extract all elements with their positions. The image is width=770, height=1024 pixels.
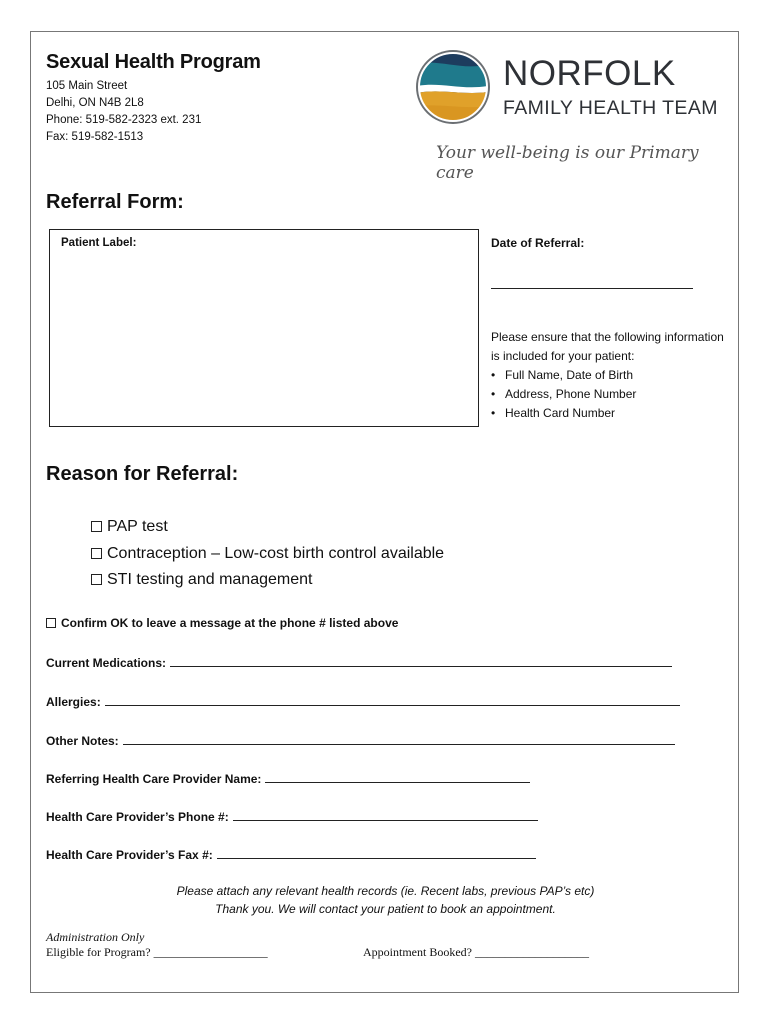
reason-option-label: STI testing and management (107, 571, 313, 588)
norfolk-logo-icon (413, 47, 493, 132)
field-line[interactable] (105, 704, 680, 706)
list-item-text: Address, Phone Number (505, 387, 637, 401)
reason-option-label: PAP test (107, 518, 168, 535)
field-label: Other Notes: (46, 734, 119, 748)
reason-option-pap[interactable] (91, 514, 444, 541)
list-item-text: Health Card Number (505, 406, 616, 420)
referral-form-title: Referral Form: (46, 191, 184, 213)
checkbox[interactable] (46, 618, 56, 628)
brand-subtitle: FAMILY HEALTH TEAM (503, 97, 718, 119)
list-item (491, 385, 731, 404)
field-label: Health Care Provider’s Phone #: (46, 810, 229, 824)
current-medications-field[interactable] (46, 656, 672, 670)
reason-option-sti[interactable] (91, 567, 444, 594)
address-city: Delhi, ON N4B 2L8 (46, 97, 144, 109)
brand-name: NORFOLK (503, 54, 676, 93)
confirm-message-option[interactable] (46, 616, 398, 630)
provider-fax-field[interactable] (46, 848, 536, 862)
list-item-text: Full Name, Date of Birth (505, 368, 634, 382)
other-notes-field[interactable] (46, 734, 675, 748)
admin-only-label: Administration Only (46, 930, 145, 944)
ensure-info-block (491, 328, 731, 423)
confirm-message-label: Confirm OK to leave a message at the phone # listed above (61, 616, 399, 630)
bullet-icon: • (491, 368, 496, 382)
eligible-for-program-field[interactable]: Eligible for Program? ___________________ (46, 945, 268, 959)
field-line[interactable] (265, 781, 530, 783)
checkbox[interactable] (91, 574, 102, 585)
referral-form-page (30, 31, 739, 993)
list-item (491, 366, 731, 385)
field-label: Health Care Provider’s Fax #: (46, 848, 213, 862)
brand-tagline: Your well-being is our Primary care (436, 143, 699, 183)
field-label: Current Medications: (46, 656, 167, 670)
provider-phone-field[interactable] (46, 810, 538, 824)
ensure-info-list (491, 366, 731, 423)
list-item (491, 404, 731, 423)
address-fax: Fax: 519-582-1513 (46, 131, 144, 143)
reason-option-contraception[interactable] (91, 541, 444, 568)
bullet-icon: • (491, 387, 496, 401)
program-title: Sexual Health Program (46, 51, 261, 73)
date-of-referral-field[interactable] (491, 288, 693, 289)
appointment-booked-field[interactable]: Appointment Booked? ___________________ (363, 945, 589, 959)
allergies-field[interactable] (46, 695, 680, 709)
field-line[interactable] (233, 819, 538, 821)
reason-option-label: Contraception – Low-cost birth control available (107, 544, 445, 562)
field-line[interactable] (217, 857, 536, 859)
thank-you-note: Thank you. We will contact your patient to book an appointment. (215, 902, 556, 916)
attach-records-note: Please attach any relevant health records (ie. Recent labs, previous PAP’s etc) (176, 884, 595, 898)
patient-label-box[interactable] (49, 229, 479, 427)
date-of-referral-label: Date of Referral: (491, 236, 585, 250)
address-street: 105 Main Street (46, 80, 128, 92)
reason-options (91, 514, 444, 594)
field-line[interactable] (170, 665, 672, 667)
reason-for-referral-title: Reason for Referral: (46, 463, 239, 485)
field-label: Referring Health Care Provider Name: (46, 772, 262, 786)
field-label: Allergies: (46, 695, 101, 709)
address-phone: Phone: 519-582-2323 ext. 231 (46, 114, 202, 126)
provider-name-field[interactable] (46, 772, 530, 786)
checkbox[interactable] (91, 548, 102, 559)
patient-label-heading: Patient Label: (61, 237, 137, 249)
field-line[interactable] (123, 743, 675, 745)
checkbox[interactable] (91, 521, 102, 532)
bullet-icon: • (491, 406, 496, 420)
ensure-info-text: Please ensure that the following information is included for your patient: (491, 330, 724, 363)
